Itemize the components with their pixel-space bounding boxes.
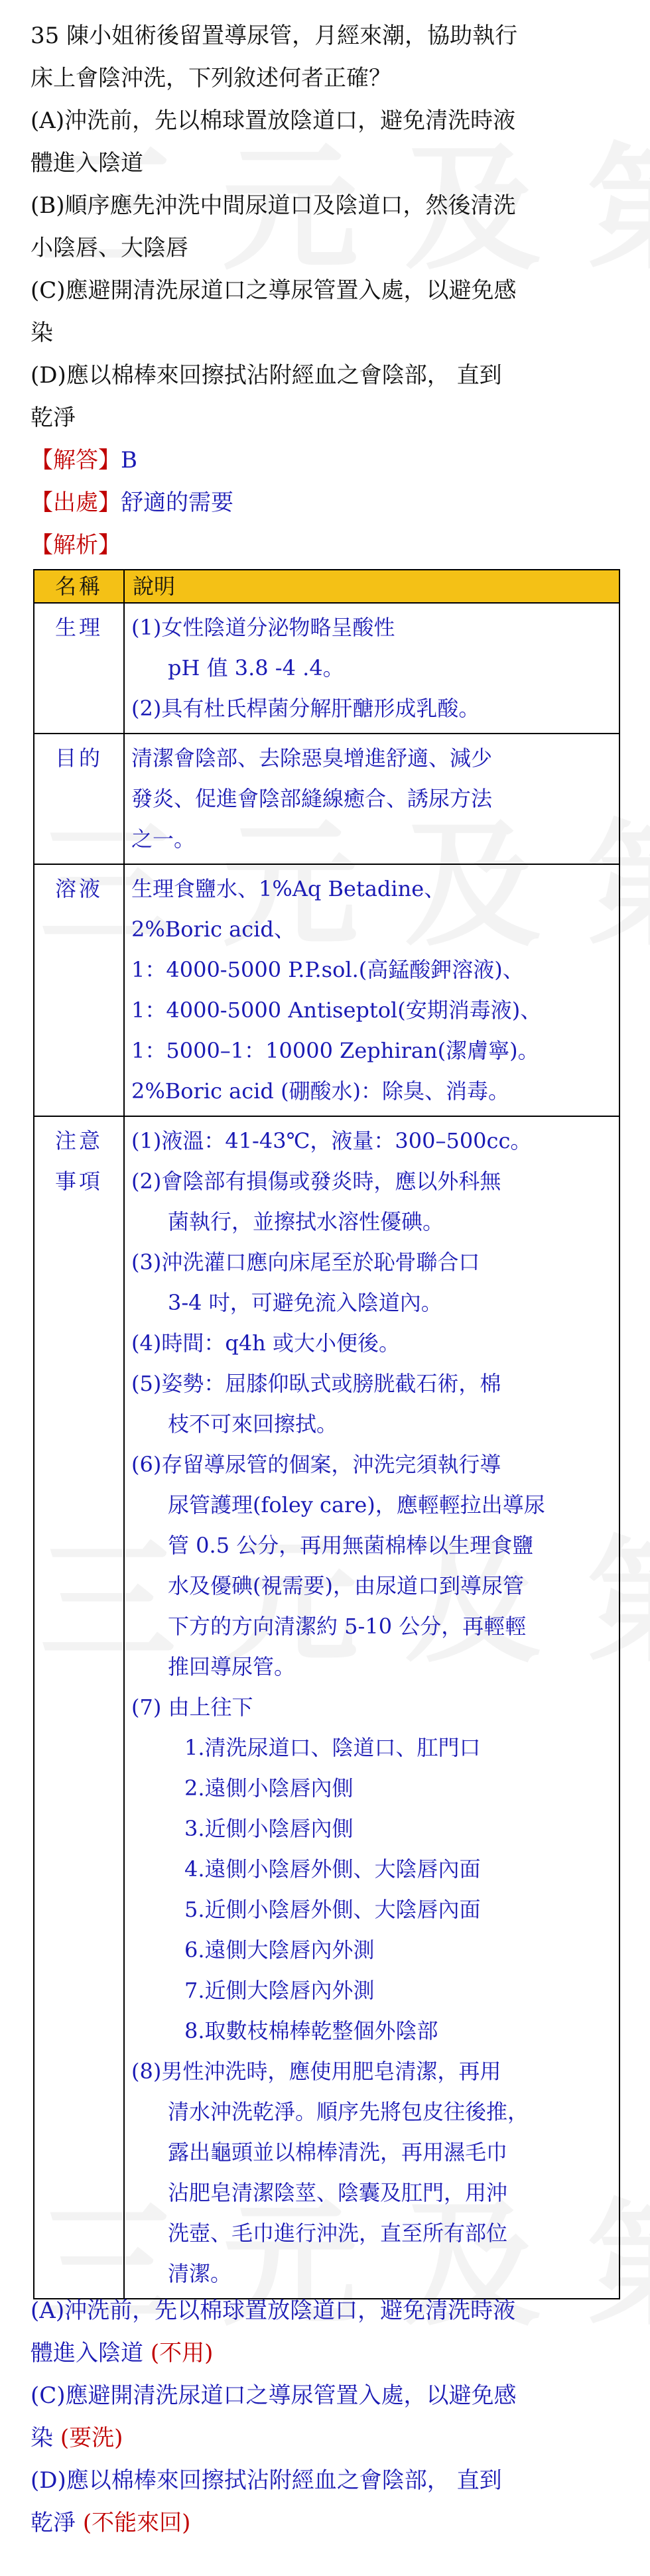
desc-line: pH 值 3.8 -4 .4。	[168, 655, 344, 680]
option-b-line: 小陰唇、大陰唇	[31, 235, 188, 261]
desc-line: 水及優碘(視需要)，由尿道口到導尿管	[168, 1573, 524, 1598]
desc-line: 清潔會陰部、去除惡臭增進舒適、減少	[131, 745, 493, 771]
explain-c-text: 染	[31, 2425, 60, 2451]
option-a-line: 體進入陰道	[31, 150, 143, 176]
question-block	[31, 15, 627, 439]
analysis-label: 【解析】	[31, 532, 121, 558]
answer-row	[31, 439, 137, 482]
desc-line: 清潔。	[168, 2261, 232, 2286]
row-desc-cell	[124, 603, 619, 734]
desc-line: 5.近側小陰唇外側、大陰唇內面	[184, 1897, 481, 1922]
desc-line: (7) 由上往下	[131, 1695, 253, 1720]
desc-line: (3)沖洗灌口應向床尾至於恥骨聯合口	[131, 1250, 480, 1275]
desc-line: (2)會陰部有損傷或發炎時，應以外科無	[131, 1169, 501, 1194]
row-name-cell: 溶液	[34, 864, 124, 1116]
explain-a-line: (A)沖洗前，先以棉球置放陰道口，避免清洗時液	[31, 2297, 516, 2324]
desc-line: 尿管護理(foley care)，應輕輕拉出導尿	[168, 1492, 545, 1517]
row-name-line: 注意	[54, 1128, 103, 1153]
table-row-physiology	[34, 603, 619, 734]
desc-line: 下方的方向清潔約 5-10 公分，再輕輕	[168, 1614, 527, 1639]
desc-line: 沾肥皂清潔陰莖、陰囊及肛門，用沖	[168, 2180, 508, 2205]
explain-a-note: (不用)	[150, 2340, 214, 2366]
desc-line: 枝不可來回擦拭。	[168, 1411, 338, 1437]
desc-line: 清水沖洗乾淨。順序先將包皮往後推，	[168, 2099, 529, 2124]
explain-d-text: 乾淨	[31, 2510, 83, 2536]
row-name-line: 事項	[54, 1169, 103, 1194]
question-line: 床上會陰沖洗，下列敘述何者正確？	[31, 65, 391, 92]
desc-line: 之一。	[131, 826, 196, 852]
option-b-line: (B)順序應先沖洗中間尿道口及陰道口，然後清洗	[31, 192, 516, 219]
explain-a-line	[31, 2332, 627, 2374]
source-value: 舒適的需要	[121, 489, 233, 516]
desc-line: (6)存留導尿管的個案，沖洗完須執行導	[131, 1452, 501, 1477]
option-d-line: 乾淨	[31, 405, 76, 431]
desc-line: (2)具有杜氏桿菌分解肝醣形成乳酸。	[131, 696, 480, 721]
option-explanations	[31, 2289, 627, 2544]
desc-line: 洗壺、毛巾進行沖洗，直至所有部位	[168, 2221, 508, 2246]
table-row-solution	[34, 864, 619, 1116]
desc-line: (8)男性沖洗時，應使用肥皂清潔，再用	[131, 2059, 501, 2084]
desc-line: 3-4 吋，可避免流入陰道內。	[168, 1290, 442, 1315]
desc-line: (1)女性陰道分泌物略呈酸性	[131, 615, 395, 640]
desc-line: 露出龜頭並以棉棒清洗，再用濕毛巾	[168, 2140, 508, 2165]
option-d-line: (D)應以棉棒來回擦拭沾附經血之會陰部， 直到	[31, 362, 502, 389]
desc-line: 菌執行，並擦拭水溶性優碘。	[168, 1209, 444, 1234]
desc-line: 管 0.5 公分，再用無菌棉棒以生理食鹽	[168, 1533, 534, 1558]
explain-c-note: (要洗)	[60, 2425, 123, 2451]
desc-line: 2%Boric acid (硼酸水)：除臭、消毒。	[131, 1078, 510, 1104]
explanation-table	[33, 569, 620, 2299]
answer-label: 【解答】	[31, 447, 121, 474]
row-desc-cell	[124, 734, 619, 864]
explain-d-line: (D)應以棉棒來回擦拭沾附經血之會陰部， 直到	[31, 2467, 502, 2494]
row-desc-cell	[124, 864, 619, 1116]
desc-line: 發炎、促進會陰部縫線癒合、誘尿方法	[131, 786, 493, 811]
desc-line: 推回導尿管。	[168, 1654, 296, 1679]
option-c-line: 染	[31, 320, 53, 346]
row-desc-cell	[124, 1116, 619, 2299]
desc-line: 4.遠側小陰唇外側、大陰唇內面	[184, 1856, 481, 1882]
explain-d-note: (不能來回)	[82, 2510, 191, 2536]
desc-line: 2.遠側小陰唇內側	[184, 1775, 354, 1801]
table-header-row	[34, 570, 619, 603]
desc-line: 1.清洗尿道口、陰道口、肛門口	[184, 1735, 481, 1760]
explain-c-line	[31, 2417, 627, 2459]
source-label: 【出處】	[31, 489, 121, 516]
header-desc-cell: 說明	[124, 570, 619, 603]
desc-line: (4)時間：q4h 或大小便後。	[131, 1330, 400, 1356]
table-row-notes	[34, 1116, 619, 2299]
explain-a-text: 體進入陰道	[31, 2340, 151, 2366]
row-name-cell: 目的	[34, 734, 124, 864]
option-a-line: (A)沖洗前，先以棉球置放陰道口，避免清洗時液	[31, 107, 516, 134]
desc-line: 6.遠側大陰唇內外測	[184, 1937, 375, 1963]
answer-value: B	[121, 447, 137, 474]
source-row	[31, 482, 233, 524]
desc-line: 1：4000-5000 Antiseptol(安期消毒液)、	[131, 998, 542, 1023]
desc-line: 7.近側大陰唇內外測	[184, 1978, 375, 2003]
desc-line: 生理食鹽水、1%Aq Betadine、	[131, 876, 446, 901]
question-line: 35 陳小姐術後留置導尿管，月經來潮，協助執行	[31, 23, 518, 49]
table-row-purpose	[34, 734, 619, 864]
header-name-cell: 名稱	[34, 570, 124, 603]
desc-line: 3.近側小陰唇內側	[184, 1816, 354, 1841]
desc-line: 8.取數枝棉棒乾整個外陰部	[184, 2018, 438, 2043]
desc-line: 1：4000-5000 P.P.sol.(高錳酸鉀溶液)、	[131, 957, 524, 982]
desc-line: (1)液溫：41-43℃，液量：300–500cc。	[131, 1128, 532, 1153]
desc-line: 1：5000–1：10000 Zephiran(潔膚寧)。	[131, 1038, 539, 1063]
desc-line: 2%Boric acid、	[131, 917, 295, 942]
row-name-cell: 生理	[34, 603, 124, 734]
explain-c-line: (C)應避開清洗尿道口之導尿管置入處，以避免感	[31, 2382, 517, 2409]
desc-line: (5)姿勢：屈膝仰臥式或膀胱截石術，棉	[131, 1371, 501, 1396]
explain-d-line	[31, 2502, 627, 2544]
option-c-line: (C)應避開清洗尿道口之導尿管置入處，以避免感	[31, 277, 517, 304]
row-name-cell	[34, 1116, 124, 2299]
